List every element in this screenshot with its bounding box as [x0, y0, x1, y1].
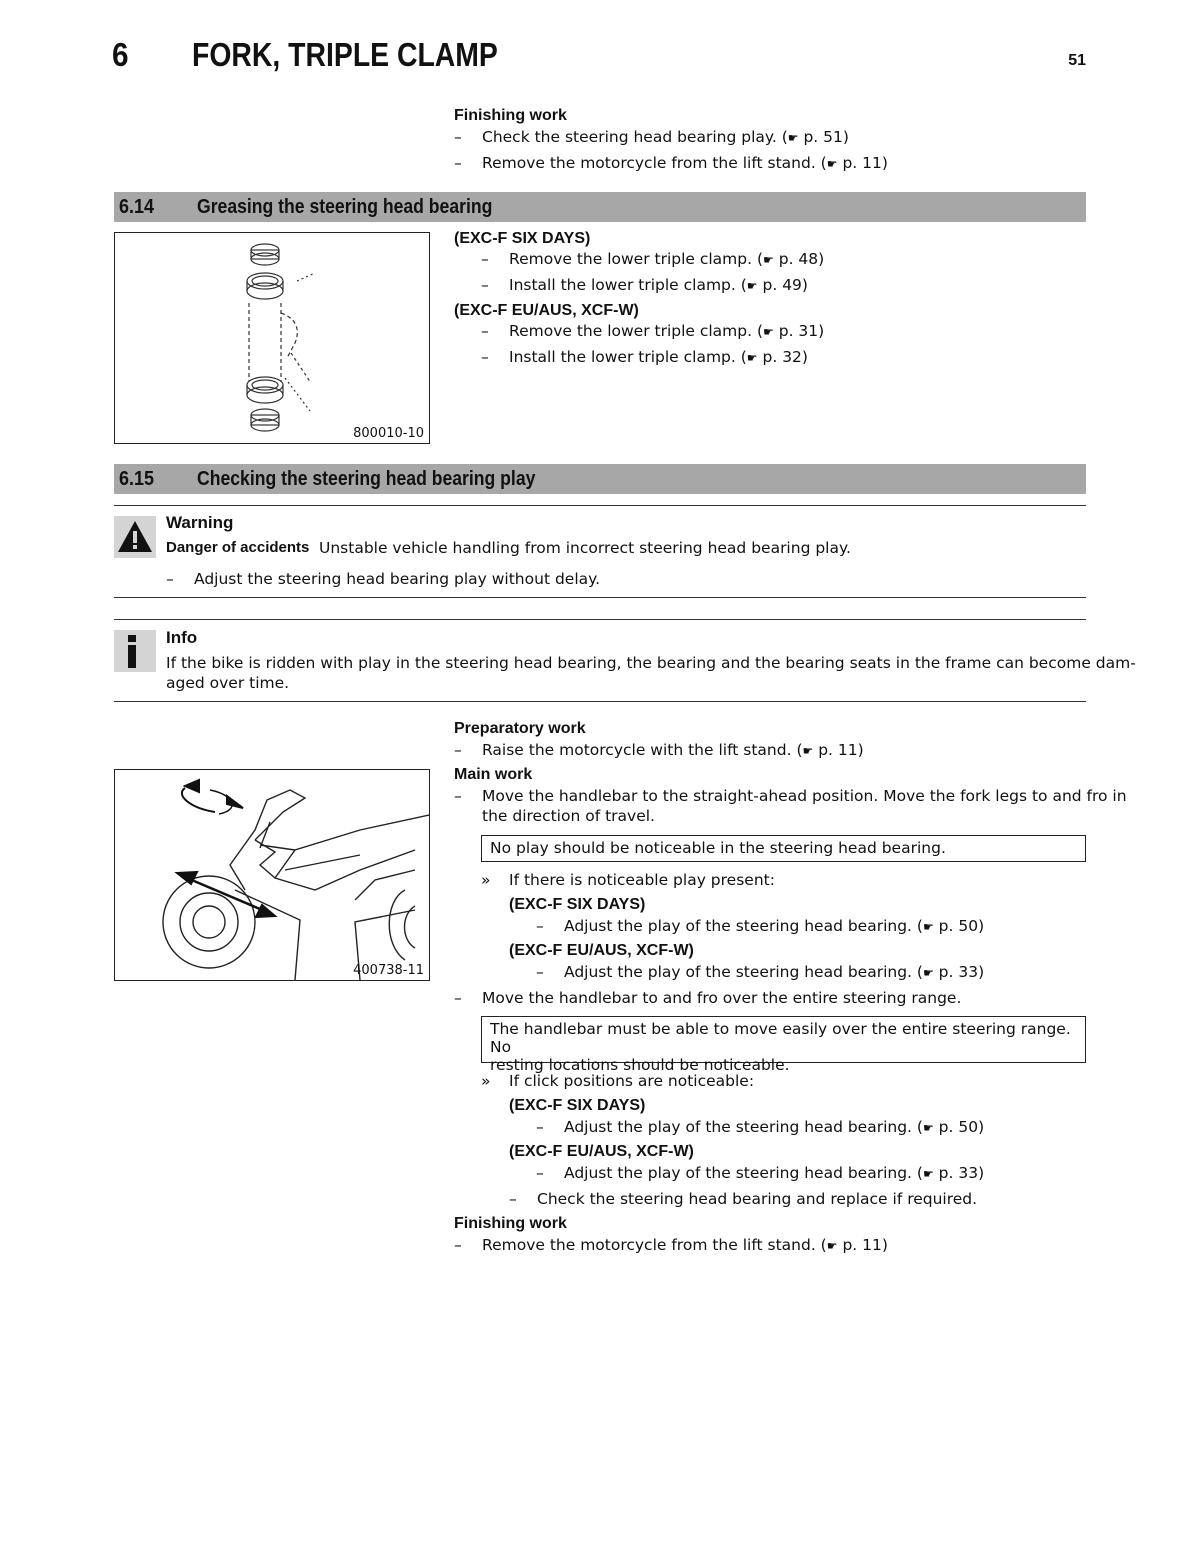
finishing-work-heading: Finishing work	[454, 107, 567, 124]
divider	[114, 619, 1086, 620]
figure-id: 400738-11	[353, 963, 424, 978]
if-item: » If there is noticeable play present:	[481, 871, 775, 889]
page-reference[interactable]: p. 49)	[762, 276, 808, 294]
finishing-work-heading: Finishing work	[454, 1215, 567, 1232]
section-number: 6.14	[119, 196, 155, 218]
pointer-icon: ☛	[787, 131, 799, 145]
section-title: Checking the steering head bearing play	[197, 468, 536, 490]
list-item: – Adjust the play of the steering head bearing. (☛ p. 33)	[536, 963, 985, 981]
page-reference[interactable]: p. 33)	[938, 1164, 985, 1182]
if-item: » If click positions are noticeable:	[481, 1072, 755, 1090]
list-item: – Check the steering head bearing play. (☛ p. 51)	[454, 128, 849, 146]
list-item: – Raise the motorcycle with the lift stand. (☛ p. 11)	[454, 741, 864, 759]
pointer-icon: ☛	[922, 920, 934, 934]
page-reference[interactable]: p. 50)	[938, 1118, 985, 1136]
warning-label: Danger of accidents	[166, 539, 310, 556]
chapter-title: FORK, TRIPLE CLAMP	[192, 36, 498, 73]
section-number: 6.15	[119, 468, 155, 490]
condition-box: The handlebar must be able to move easily over the entire steering range. No resting locations should be noticeable.	[481, 1016, 1086, 1063]
preparatory-work-heading: Preparatory work	[454, 720, 586, 737]
warning-text: Unstable vehicle handling from incorrect steering head bearing play.	[319, 539, 851, 557]
info-text-line: aged over time.	[166, 674, 290, 692]
model-label: (EXC-F EU/AUS, XCF-W)	[509, 1143, 694, 1160]
list-item: – Adjust the play of the steering head bearing. (☛ p. 50)	[536, 1118, 985, 1136]
divider	[114, 701, 1086, 702]
page-reference[interactable]: p. 11)	[818, 741, 864, 759]
info-icon	[114, 630, 156, 672]
section-header-6-15	[114, 464, 1086, 494]
list-item-continuation: the direction of travel.	[482, 807, 655, 825]
pointer-icon: ☛	[802, 744, 814, 758]
pointer-icon: ☛	[922, 966, 934, 980]
pointer-icon: ☛	[826, 157, 838, 171]
pointer-icon: ☛	[922, 1167, 934, 1181]
list-item: – Remove the lower triple clamp. (☛ p. 48)	[481, 250, 825, 268]
section-header-6-14	[114, 192, 1086, 222]
model-label: (EXC-F EU/AUS, XCF-W)	[509, 942, 694, 959]
handlebar-figure	[114, 769, 430, 981]
list-item: – Install the lower triple clamp. (☛ p. 49)	[481, 276, 808, 294]
page-number: 51	[1068, 52, 1086, 69]
page-reference[interactable]: p. 31)	[778, 322, 825, 340]
list-item: – Remove the motorcycle from the lift stand. (☛ p. 11)	[454, 1236, 888, 1254]
pointer-icon: ☛	[746, 351, 758, 365]
info-text-line: If the bike is ridden with play in the steering head bearing, the bearing and the bearing seats in the frame can become dam-	[166, 654, 1136, 672]
list-item: – Remove the motorcycle from the lift stand. (☛ p. 11)	[454, 154, 888, 172]
chapter-number: 6	[112, 36, 129, 73]
warning-title: Warning	[166, 513, 234, 532]
page-reference[interactable]: p. 33)	[938, 963, 985, 981]
divider	[114, 505, 1086, 506]
main-work-heading: Main work	[454, 766, 533, 783]
page-reference[interactable]: p. 11)	[842, 154, 888, 172]
divider	[114, 597, 1086, 598]
page-reference[interactable]: p. 11)	[842, 1236, 888, 1254]
info-title: Info	[166, 628, 198, 647]
page-reference[interactable]: p. 48)	[778, 250, 825, 268]
pointer-icon: ☛	[922, 1121, 934, 1135]
list-item: – Move the handlebar to and fro over the entire steering range.	[454, 989, 962, 1007]
condition-box: No play should be noticeable in the steering head bearing.	[481, 835, 1086, 862]
figure-id: 800010-10	[353, 426, 424, 441]
model-label: (EXC-F SIX DAYS)	[454, 230, 591, 247]
list-item: – Adjust the play of the steering head bearing. (☛ p. 33)	[536, 1164, 985, 1182]
motorcycle-illustration-icon	[115, 770, 429, 980]
page-reference[interactable]: p. 50)	[938, 917, 985, 935]
list-item: – Check the steering head bearing and replace if required.	[509, 1190, 978, 1208]
bearing-figure	[114, 232, 430, 444]
page-reference[interactable]: p. 51)	[803, 128, 849, 146]
list-item: – Adjust the play of the steering head bearing. (☛ p. 50)	[536, 917, 985, 935]
section-title: Greasing the steering head bearing	[197, 196, 493, 218]
model-label: (EXC-F EU/AUS, XCF-W)	[454, 302, 639, 319]
list-item: – Remove the lower triple clamp. (☛ p. 31)	[481, 322, 825, 340]
pointer-icon: ☛	[763, 253, 774, 267]
warning-action: – Adjust the steering head bearing play without delay.	[166, 570, 601, 588]
list-item: – Move the handlebar to the straight-ahead position. Move the fork legs to and fro in	[454, 787, 1127, 805]
list-item: – Install the lower triple clamp. (☛ p. 32)	[481, 348, 808, 366]
bearing-illustration-icon	[115, 233, 429, 443]
model-label: (EXC-F SIX DAYS)	[509, 896, 646, 913]
pointer-icon: ☛	[763, 325, 774, 339]
pointer-icon: ☛	[826, 1239, 838, 1253]
warning-icon	[114, 516, 156, 558]
pointer-icon: ☛	[746, 279, 758, 293]
model-label: (EXC-F SIX DAYS)	[509, 1097, 646, 1114]
page-reference[interactable]: p. 32)	[762, 348, 808, 366]
